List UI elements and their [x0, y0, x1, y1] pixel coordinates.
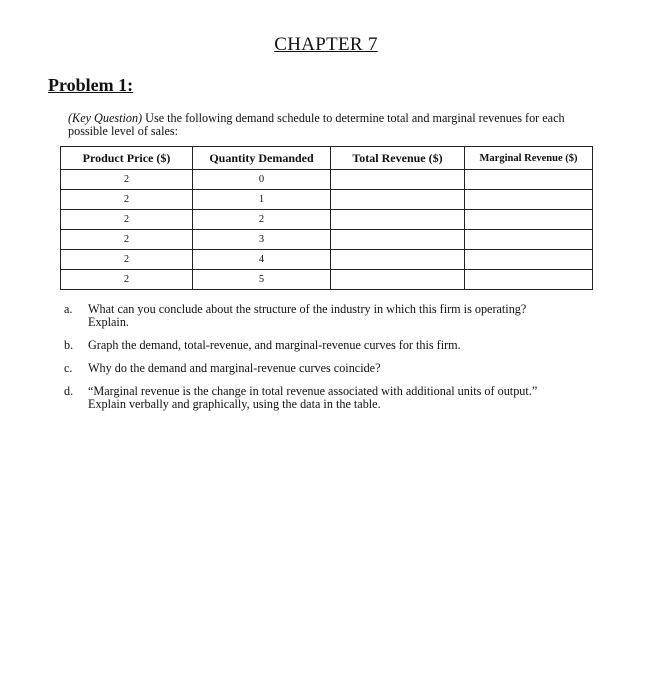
- cell-total-revenue: [331, 190, 465, 210]
- header-marginal-revenue: Marginal Revenue ($): [465, 147, 593, 170]
- table-row: [61, 270, 593, 290]
- table-row: [61, 190, 593, 210]
- header-quantity-demanded: Quantity Demanded: [193, 147, 331, 170]
- cell-marginal-revenue: [465, 190, 593, 210]
- header-product-price: Product Price ($): [61, 147, 193, 170]
- header-total-revenue: Total Revenue ($): [331, 147, 465, 170]
- cell-quantity: 1: [193, 190, 331, 210]
- question-text-continued: Explain.: [88, 315, 129, 329]
- problem-title: Problem 1:: [48, 75, 134, 95]
- question-list: [64, 303, 604, 421]
- cell-marginal-revenue: [465, 170, 593, 190]
- question-item: [64, 385, 604, 411]
- cell-quantity: 0: [193, 170, 331, 190]
- cell-marginal-revenue: [465, 250, 593, 270]
- question-item: [64, 339, 604, 352]
- cell-marginal-revenue: [465, 270, 593, 290]
- question-text: Why do the demand and marginal-revenue curves coincide?: [88, 361, 381, 375]
- question-text: “Marginal revenue is the change in total revenue associated with additional units of output.”: [88, 384, 538, 398]
- cell-quantity: 2: [193, 210, 331, 230]
- table-row: [61, 250, 593, 270]
- question-text: Graph the demand, total-revenue, and marginal-revenue curves for this firm.: [88, 338, 461, 352]
- demand-schedule-table: [60, 146, 593, 290]
- cell-price: 2: [61, 230, 193, 250]
- table-row: [61, 170, 593, 190]
- cell-quantity: 5: [193, 270, 331, 290]
- key-question-tag: (Key Question): [68, 111, 143, 125]
- table-row: [61, 230, 593, 250]
- chapter-title: CHAPTER 7: [274, 34, 378, 55]
- table-header-row: [61, 147, 593, 170]
- cell-quantity: 3: [193, 230, 331, 250]
- question-letter: d.: [64, 384, 74, 398]
- question-text: What can you conclude about the structure of the industry in which this firm is operating?: [88, 302, 527, 316]
- cell-marginal-revenue: [465, 210, 593, 230]
- question-letter: b.: [64, 338, 74, 352]
- question-item: [64, 303, 604, 329]
- question-letter: c.: [64, 361, 73, 375]
- cell-price: 2: [61, 210, 193, 230]
- cell-quantity: 4: [193, 250, 331, 270]
- cell-total-revenue: [331, 210, 465, 230]
- cell-price: 2: [61, 250, 193, 270]
- question-item: [64, 362, 604, 375]
- problem-intro: [68, 112, 598, 138]
- cell-marginal-revenue: [465, 230, 593, 250]
- cell-total-revenue: [331, 270, 465, 290]
- cell-total-revenue: [331, 230, 465, 250]
- question-letter: a.: [64, 302, 73, 316]
- cell-total-revenue: [331, 170, 465, 190]
- intro-text: Use the following demand schedule to determine total and marginal revenues for each possible level of sales:: [68, 111, 565, 138]
- cell-price: 2: [61, 270, 193, 290]
- cell-total-revenue: [331, 250, 465, 270]
- cell-price: 2: [61, 190, 193, 210]
- cell-price: 2: [61, 170, 193, 190]
- question-text-continued: Explain verbally and graphically, using the data in the table.: [88, 397, 381, 411]
- table-row: [61, 210, 593, 230]
